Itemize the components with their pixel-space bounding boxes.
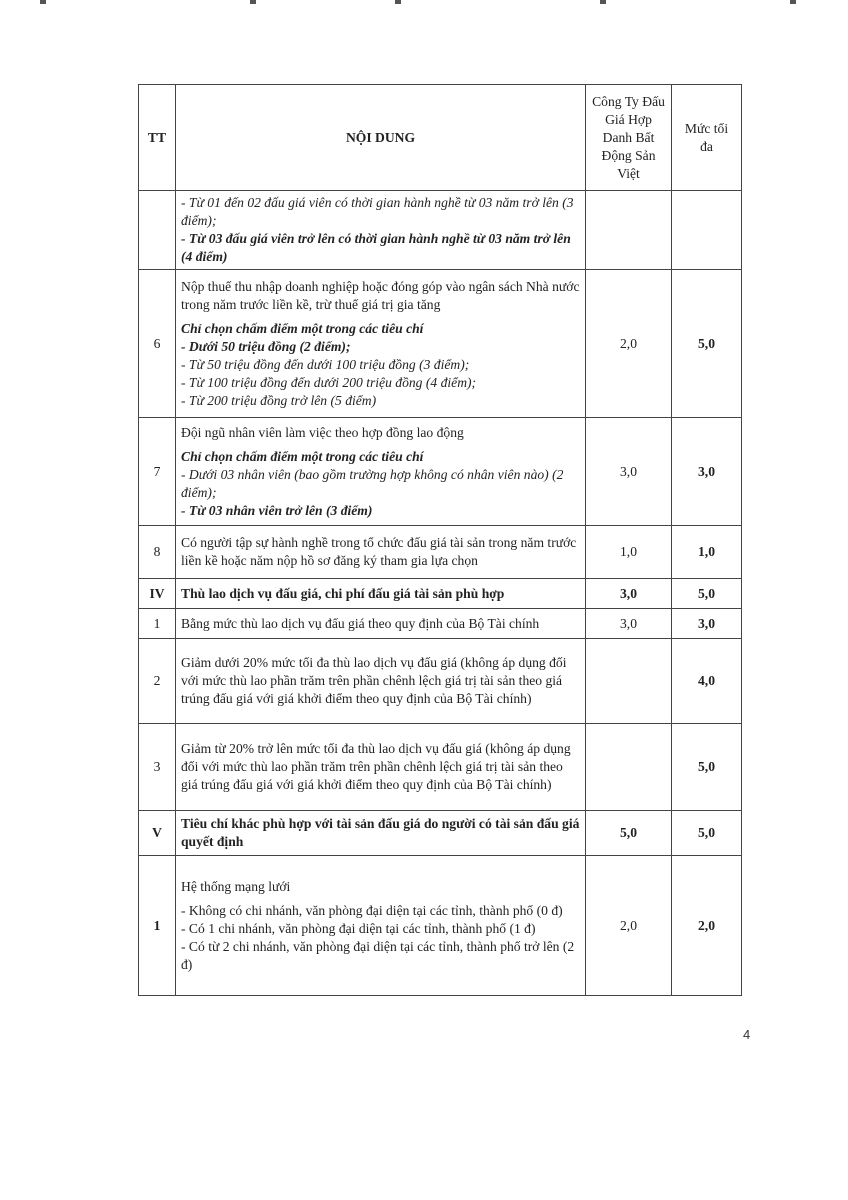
cell-tt: 1 bbox=[139, 856, 176, 996]
cell-content bbox=[176, 270, 586, 418]
cell-tt: IV bbox=[139, 579, 176, 609]
cell-tt: 2 bbox=[139, 639, 176, 724]
scan-mark bbox=[395, 0, 401, 4]
cell-tt: V bbox=[139, 811, 176, 856]
table-row-8 bbox=[139, 526, 742, 579]
cell-tt: 1 bbox=[139, 609, 176, 639]
cell-max: 3,0 bbox=[672, 418, 742, 526]
criterion-text: Hệ thống mạng lưới bbox=[181, 878, 291, 894]
cell-score: 5,0 bbox=[586, 811, 672, 856]
table-row-7 bbox=[139, 418, 742, 526]
table-row-v-1 bbox=[139, 856, 742, 996]
page-number: 4 bbox=[743, 1027, 751, 1042]
scan-mark bbox=[790, 0, 796, 4]
table-row-iv-2 bbox=[139, 639, 742, 724]
cell-max: 2,0 bbox=[672, 856, 742, 996]
section-row-v bbox=[139, 811, 742, 856]
cell-tt: 6 bbox=[139, 270, 176, 418]
cell-max: 5,0 bbox=[672, 811, 742, 856]
section-title: Thù lao dịch vụ đấu giá, chi phí đấu giá tài sản phù hợp bbox=[176, 579, 586, 609]
table-row-iv-1 bbox=[139, 609, 742, 639]
section-title: Tiêu chí khác phù hợp với tài sản đấu giá do người có tài sản đấu giá quyết định bbox=[176, 811, 586, 856]
cell-score: 3,0 bbox=[586, 609, 672, 639]
cell-max: 5,0 bbox=[672, 579, 742, 609]
criterion-option: - Có từ 2 chi nhánh, văn phòng đại diện tại các tỉnh, thành phố trở lên (2 đ) bbox=[181, 938, 575, 972]
header-row bbox=[139, 85, 742, 191]
cell-max: 5,0 bbox=[672, 270, 742, 418]
criterion-choose-note: Chỉ chọn chấm điểm một trong các tiêu chí bbox=[181, 320, 424, 336]
scan-top-edge bbox=[0, 0, 848, 6]
scan-mark bbox=[600, 0, 606, 4]
criterion-option: - Có 1 chi nhánh, văn phòng đại diện tại các tỉnh, thành phố (1 đ) bbox=[181, 920, 536, 936]
header-noi-dung: NỘI DUNG bbox=[176, 85, 586, 191]
criterion-option: - Từ 100 triệu đồng đến dưới 200 triệu đồng (4 điểm); bbox=[181, 374, 477, 390]
cell-tt: 8 bbox=[139, 526, 176, 579]
cell-max: 5,0 bbox=[672, 724, 742, 811]
cell-score: 2,0 bbox=[586, 270, 672, 418]
table-row-iv-3 bbox=[139, 724, 742, 811]
criterion-text: Đội ngũ nhân viên làm việc theo hợp đồng lao động bbox=[181, 424, 464, 440]
cell-content: Có người tập sự hành nghề trong tổ chức đấu giá tài sản trong năm trước liền kề hoặc năm nộp hồ sơ đăng ký tham gia lựa chọn bbox=[176, 526, 586, 579]
cell-content bbox=[176, 191, 586, 270]
cell-score: 3,0 bbox=[586, 418, 672, 526]
header-muc-toi-da: Mức tối đa bbox=[672, 85, 742, 191]
cell-score bbox=[586, 639, 672, 724]
criterion-choose-note: Chỉ chọn chấm điểm một trong các tiêu chí bbox=[181, 448, 424, 464]
criterion-option: - Từ 03 đấu giá viên trở lên có thời gian hành nghề từ 03 năm trở lên (4 điểm) bbox=[181, 231, 571, 264]
header-tt: TT bbox=[139, 85, 176, 191]
header-cong-ty: Công Ty Đấu Giá Hợp Danh Bất Động Sản Việt bbox=[586, 85, 672, 191]
criterion-option: - Từ 03 nhân viên trở lên (3 điểm) bbox=[181, 502, 373, 518]
criterion-option: - Dưới 50 triệu đồng (2 điểm); bbox=[181, 338, 351, 354]
cell-score: 1,0 bbox=[586, 526, 672, 579]
table-row-continuation bbox=[139, 191, 742, 270]
criterion-option: - Từ 200 triệu đồng trở lên (5 điểm) bbox=[181, 392, 377, 408]
cell-content: Giảm dưới 20% mức tối đa thù lao dịch vụ đấu giá (không áp dụng đối với mức thù lao phần trăm trên phần chênh lệch giá trị tài sản theo giá trúng đấu giá với giá khởi điểm theo quy định của Bộ Tài chính) bbox=[176, 639, 586, 724]
criterion-option: - Từ 01 đến 02 đấu giá viên có thời gian hành nghề từ 03 năm trở lên (3 điểm); bbox=[181, 195, 574, 228]
cell-content: Bằng mức thù lao dịch vụ đấu giá theo quy định của Bộ Tài chính bbox=[176, 609, 586, 639]
cell-tt bbox=[139, 191, 176, 270]
criterion-option: - Không có chi nhánh, văn phòng đại diện tại các tỉnh, thành phố (0 đ) bbox=[181, 902, 563, 918]
section-row-iv bbox=[139, 579, 742, 609]
cell-tt: 7 bbox=[139, 418, 176, 526]
criterion-text: Nộp thuế thu nhập doanh nghiệp hoặc đóng góp vào ngân sách Nhà nước trong năm trước liền kề, trừ thuế giá trị gia tăng bbox=[181, 278, 580, 312]
cell-max bbox=[672, 191, 742, 270]
cell-score: 3,0 bbox=[586, 579, 672, 609]
cell-max: 3,0 bbox=[672, 609, 742, 639]
cell-score: 2,0 bbox=[586, 856, 672, 996]
cell-content: Giảm từ 20% trở lên mức tối đa thù lao dịch vụ đấu giá (không áp dụng đối với mức thù lao phần trăm trên phần chênh lệch giá trị tài sản theo giá trúng đấu giá với giá khởi điểm theo quy định của Bộ Tài chính) bbox=[176, 724, 586, 811]
cell-score bbox=[586, 724, 672, 811]
scoring-table bbox=[138, 84, 742, 996]
criterion-option: - Từ 50 triệu đồng đến dưới 100 triệu đồng (3 điểm); bbox=[181, 356, 470, 372]
table-row-6 bbox=[139, 270, 742, 418]
cell-content bbox=[176, 856, 586, 996]
criterion-option: - Dưới 03 nhân viên (bao gồm trường hợp không có nhân viên nào) (2 điểm); bbox=[181, 466, 564, 500]
cell-tt: 3 bbox=[139, 724, 176, 811]
cell-max: 4,0 bbox=[672, 639, 742, 724]
cell-score bbox=[586, 191, 672, 270]
scan-mark bbox=[40, 0, 46, 4]
cell-max: 1,0 bbox=[672, 526, 742, 579]
cell-content bbox=[176, 418, 586, 526]
scan-mark bbox=[250, 0, 256, 4]
